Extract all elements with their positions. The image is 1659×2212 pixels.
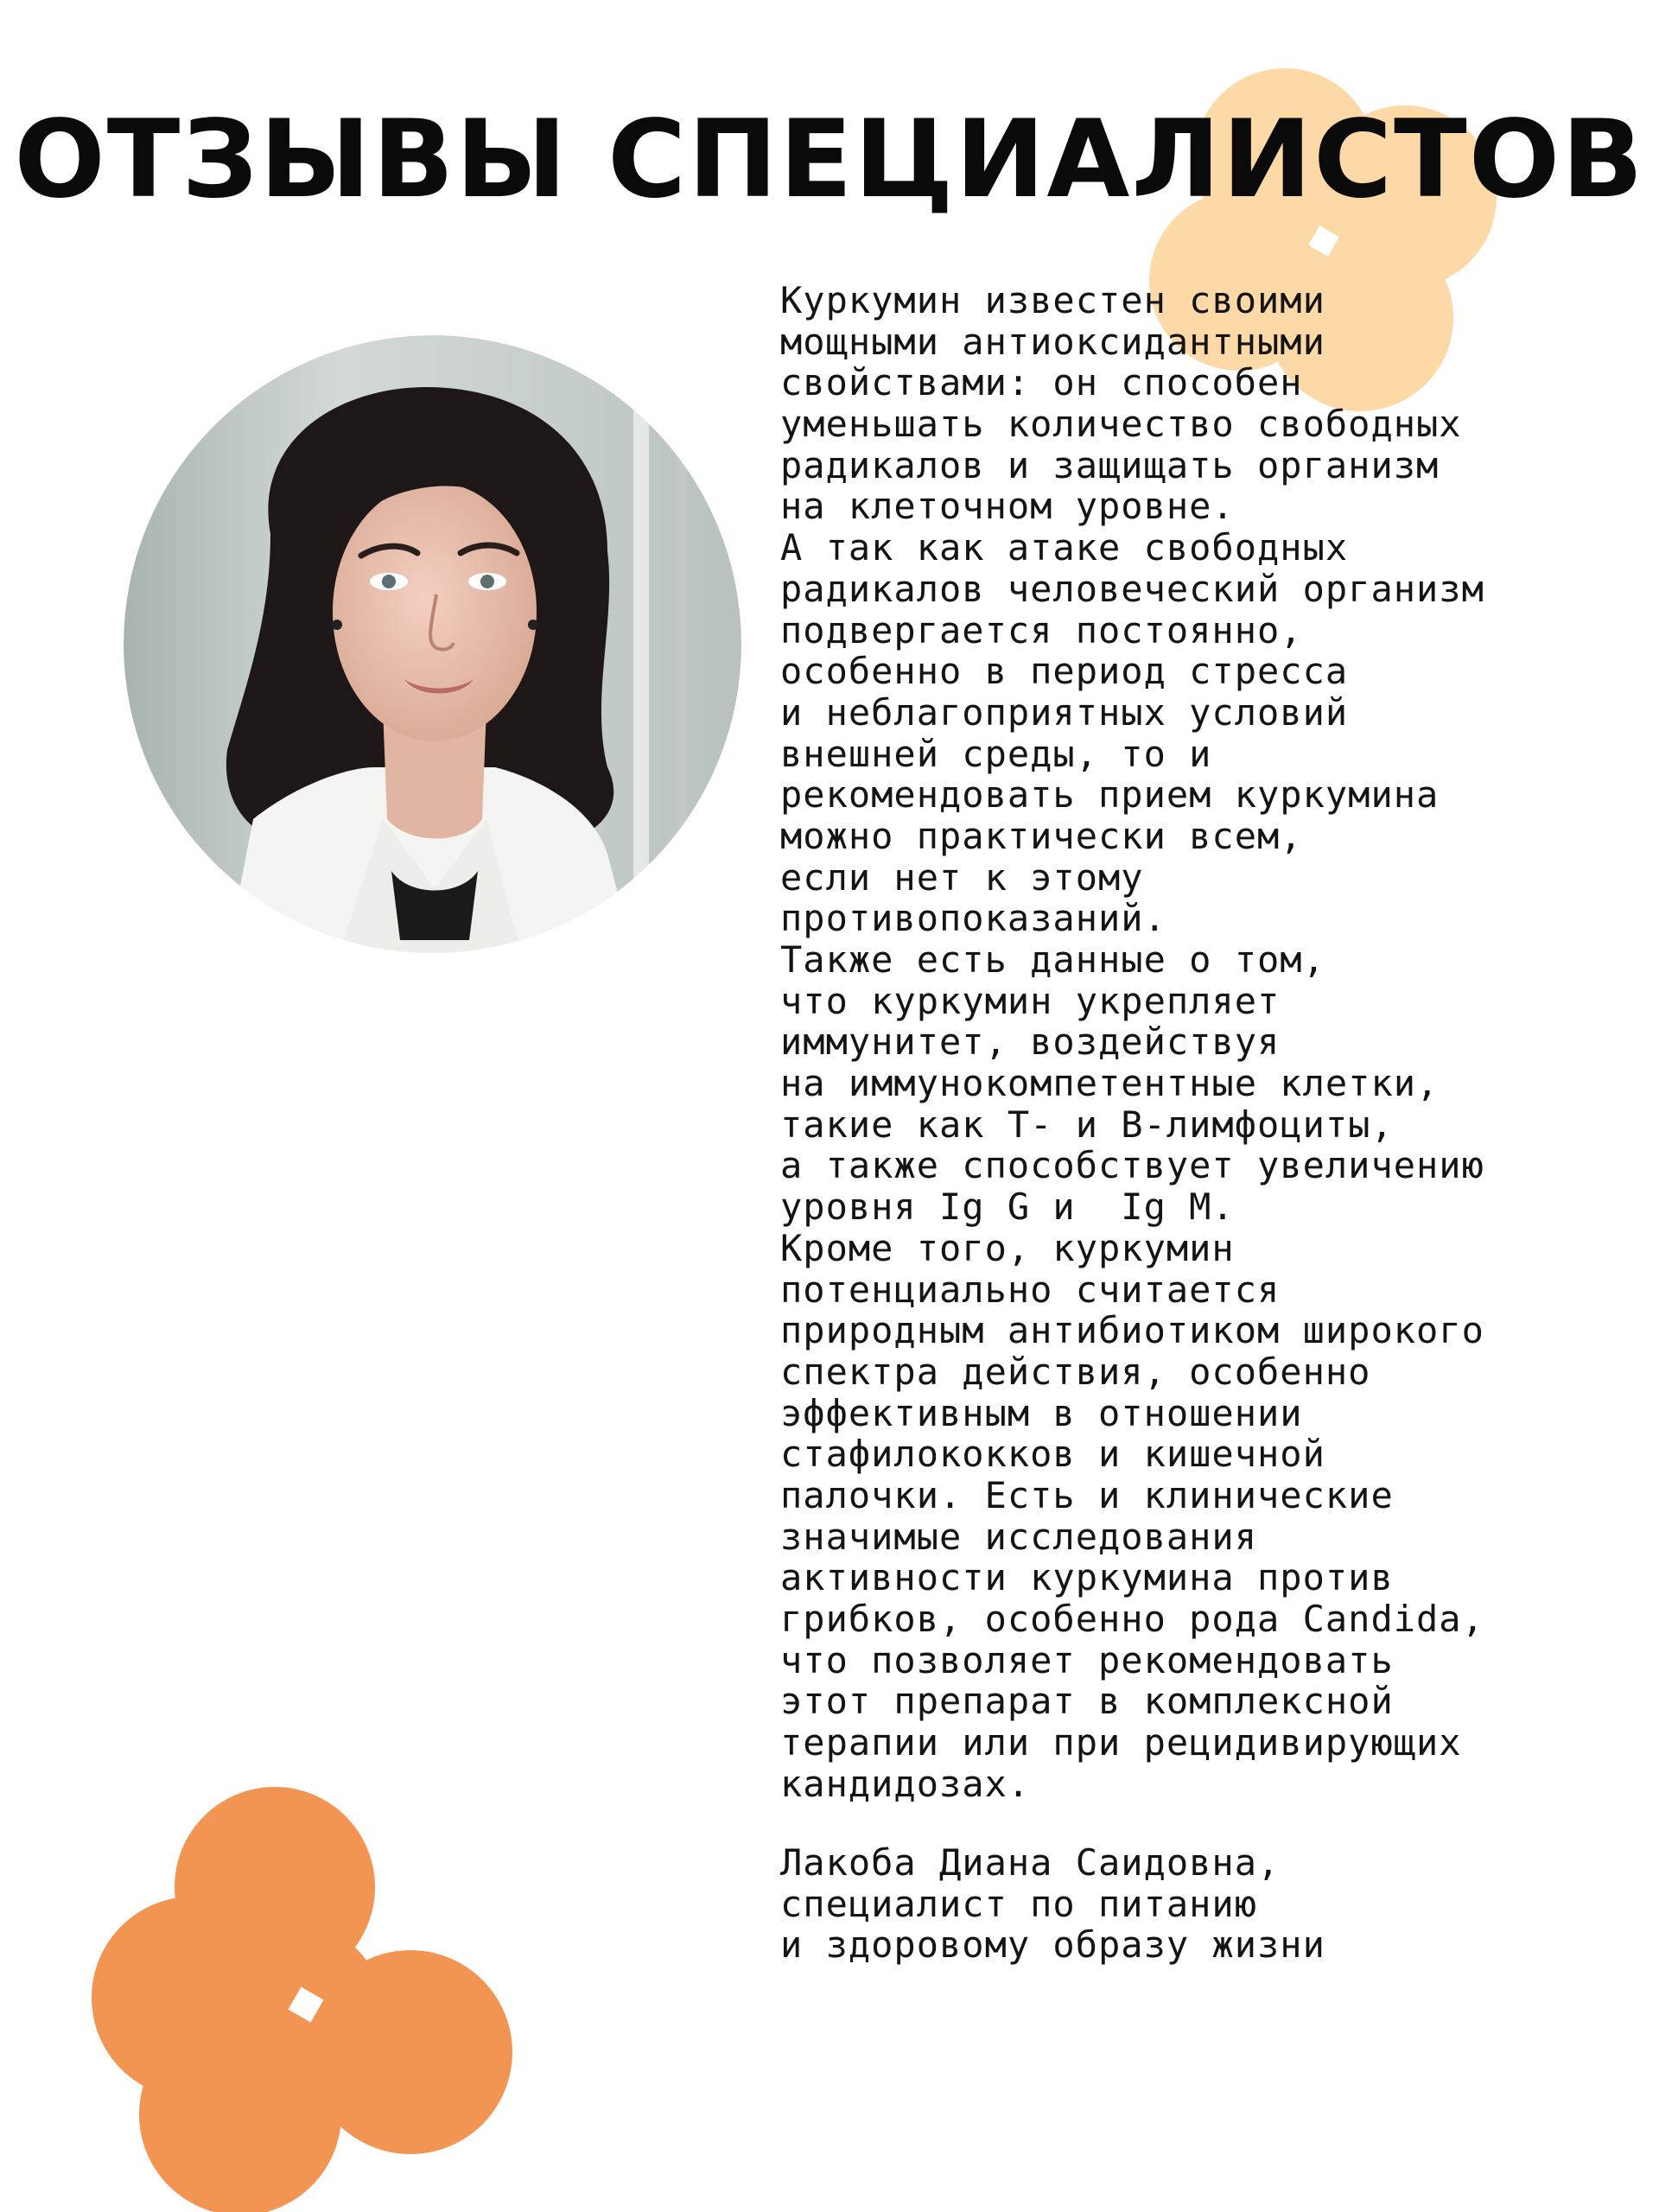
review-line: иммунитет, воздействуя — [780, 1020, 1281, 1064]
review-line: такие как Т- и В-лимфоциты, — [780, 1103, 1394, 1146]
review-line: природным антибиотиком широкого — [780, 1309, 1484, 1352]
review-line: А так как атаке свободных — [780, 526, 1349, 569]
review-line: потенциально считается — [780, 1268, 1281, 1311]
review-line: особенно в период стресса — [780, 650, 1349, 693]
review-line: Также есть данные о том, — [780, 938, 1325, 981]
review-line: свойствами: он способен — [780, 361, 1303, 404]
review-text — [780, 280, 1558, 1804]
review-line: что куркумин укрепляет — [780, 979, 1281, 1022]
review-line: Куркумин известен своими — [780, 279, 1325, 321]
page-title: ОТЗЫВЫ СПЕЦИАЛИСТОВ — [14, 98, 1645, 222]
review-line: радикалов человеческий организм — [780, 567, 1484, 610]
review-line: Кроме того, куркумин — [780, 1226, 1235, 1269]
review-line: активности куркумина против — [780, 1556, 1394, 1599]
review-line: внешней среды, то и — [780, 732, 1212, 775]
specialist-portrait-photo — [124, 335, 741, 953]
author-signature — [780, 1842, 1558, 1966]
flower-decoration-icon — [86, 1780, 536, 2212]
review-line: стафилококков и кишечной — [780, 1433, 1325, 1476]
review-line: если нет к этому — [780, 855, 1144, 899]
review-line: подвергается постоянно, — [780, 608, 1303, 652]
review-line: противопоказаний. — [780, 897, 1166, 940]
review-line: спектра действия, особенно — [780, 1350, 1371, 1393]
review-line: палочки. Есть и клинические — [780, 1473, 1394, 1516]
review-line: радикалов и защищать организм — [780, 443, 1440, 486]
review-line: что позволяет рекомендовать — [780, 1638, 1394, 1681]
review-line: грибков, особенно рода Candida, — [780, 1598, 1484, 1640]
review-line: терапии или при рецидивирующих — [780, 1721, 1462, 1764]
review-line: этот препарат в комплексной — [780, 1680, 1394, 1723]
review-line: а также способствует увеличению — [780, 1144, 1484, 1187]
author-name: Лакоба Диана Саидовна, — [780, 1841, 1281, 1884]
review-line: кандидозах. — [780, 1762, 1031, 1805]
review-line: мощными антиоксидантными — [780, 320, 1325, 363]
review-line: можно практически всем, — [780, 814, 1303, 857]
review-line: и неблагоприятных условий — [780, 690, 1349, 734]
author-role: специалист по питанию — [780, 1882, 1258, 1925]
review-line: уменьшать количество свободных — [780, 403, 1462, 446]
review-line: на иммунокомпетентные клетки, — [780, 1062, 1440, 1105]
review-line: эффективным в отношении — [780, 1391, 1303, 1434]
review-line: уровня Ig G и Ig M. — [780, 1185, 1235, 1229]
review-line: рекомендовать прием куркумина — [780, 773, 1440, 817]
author-role: и здоровому образу жизни — [780, 1923, 1325, 1967]
review-line: на клеточном уровне. — [780, 485, 1235, 528]
review-line: значимые исследования — [780, 1515, 1258, 1558]
